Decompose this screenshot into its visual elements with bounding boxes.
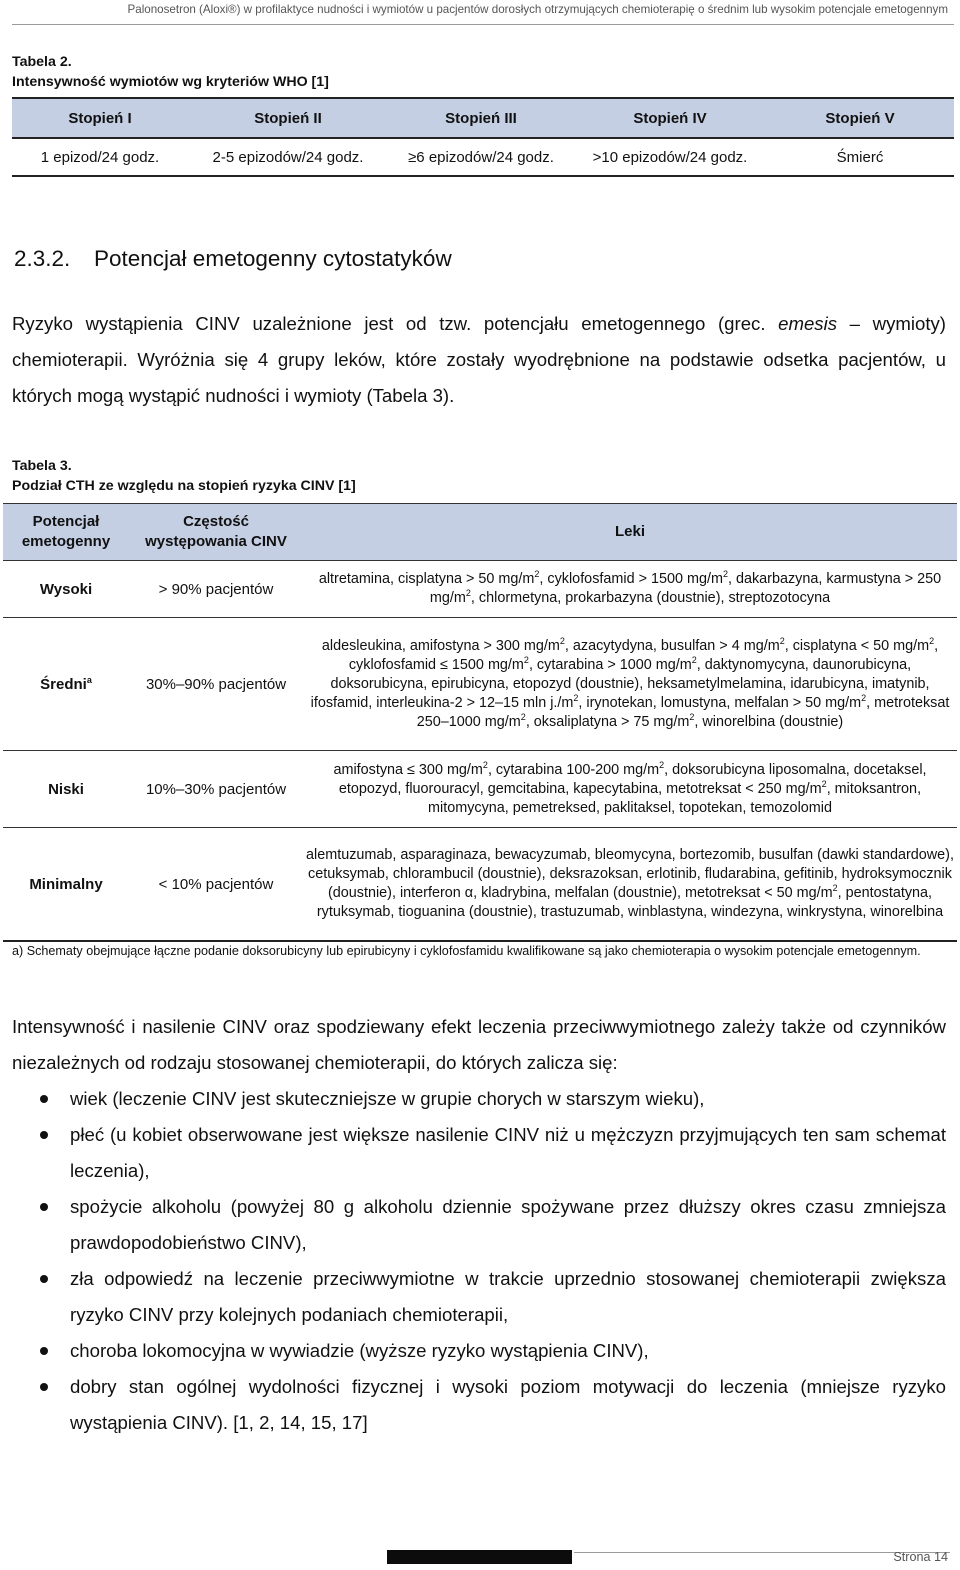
superscript: 2: [929, 635, 935, 646]
superscript: 2: [659, 759, 665, 770]
list-item-text: płeć (u kobiet obserwowane jest większe nasilenie CINV niż u mężczyzn przyjmujących ten sam schemat leczenia),: [70, 1124, 946, 1181]
superscript: 2: [691, 654, 697, 665]
paragraph1-text-b: – wymioty) chemioterapii. Wyróżnia się 4 grupy leków, które zostały wyodrębnione na podstawie odsetka pacjentów, u których mogą wystąpić nudności i wymioty (Tabela 3).: [12, 313, 946, 406]
table2-caption-label: Tabela 2.: [12, 54, 72, 70]
list-item: [12, 1081, 946, 1117]
table3-level-footnote-mark: a: [86, 674, 92, 685]
superscript: 2: [523, 654, 529, 665]
superscript: 2: [722, 569, 728, 579]
table3-row-minimal: [3, 828, 957, 942]
bullet-icon: [40, 1095, 48, 1103]
drug-text: , mitoksantron, mitomycyna, pemetreksed, paklitaksel, topotekan, temozolomid: [428, 780, 922, 816]
table2-header-cell: Stopień III: [445, 109, 517, 127]
superscript: 2: [465, 588, 471, 598]
table3-level: Niski: [48, 780, 84, 798]
running-header: Palonosetron (Aloxi®) w profilaktyce nudności i wymiotów u pacjentów dorosłych otrzymujących chemioterapię o średnim lub wysokim potencjale emetogennym: [127, 3, 948, 16]
drug-text: , azacytydyna, busulfan > 4 mg/m: [564, 637, 780, 654]
table3-caption-label: Tabela 3.: [12, 458, 72, 474]
list-item-text: spożycie alkoholu (powyżej 80 g alkoholu dziennie spożywane przez dłuższy okres czasu zmniejsza prawdopodobieństwo CINV),: [70, 1196, 946, 1253]
paragraph1-emphasis: emesis: [778, 313, 838, 334]
table3: [3, 503, 957, 942]
list-item-text: zła odpowiedź na leczenie przeciwwymiotne w trakcie uprzednio stosowanej chemioterapii zwiększa ryzyko CINV przy kolejnych podaniach chemioterapii,: [70, 1268, 946, 1325]
list-item-text: dobry stan ogólnej wydolności fizycznej i wysoki poziom motywacji do leczenia (mniejsze ryzyko wystąpienia CINV). [1, 2, 14, 15, 17]: [70, 1376, 946, 1433]
table2-cell: ≥6 epizodów/24 godz.: [408, 148, 554, 166]
table2-cell: 2-5 epizodów/24 godz.: [212, 148, 364, 166]
table3-header-potential-l1: Potencjał: [32, 513, 100, 530]
bullet-icon: [40, 1203, 48, 1211]
drug-text: , metroteksat 250–1000 mg/m: [416, 694, 950, 730]
table3-level: [3, 676, 129, 693]
risk-factor-list: [12, 1081, 946, 1441]
drug-text: altretamina, cisplatyna > 50 mg/m: [318, 571, 535, 587]
table2-row: [12, 139, 954, 177]
table3-header-row: [3, 503, 957, 561]
list-item: [12, 1369, 946, 1441]
list-item-text: wiek (leczenie CINV jest skuteczniejsze w grupie chorych w starszym wieku),: [70, 1088, 705, 1109]
drug-text: , doksorubicyna liposomalna, docetaksel, etopozyd, fluorouracyl, gemcitabina, kapecytabina, metotreksat < 250 mg/m: [338, 761, 927, 797]
drug-text: , cytarabina 100-200 mg/m: [487, 761, 660, 778]
drug-text: , winorelbina (doustnie): [694, 713, 844, 730]
table3-frequency: > 90% pacjentów: [158, 580, 274, 598]
bullet-icon: [40, 1131, 48, 1139]
superscript: 2: [520, 711, 526, 722]
drug-text: , chlormetyna, prokarbazyna (doustnie), streptozotocyna: [470, 590, 831, 606]
superscript: 2: [779, 635, 785, 646]
section-heading: [14, 246, 452, 272]
superscript: 2: [689, 711, 695, 722]
drug-text: aldesleukina, amifostyna > 300 mg/m: [321, 637, 560, 654]
paragraph-risk-factors: Intensywność i nasilenie CINV oraz spodziewany efekt leczenia przeciwwymiotnego zależy także od czynników niezależnych od rodzaju stosowanej chemioterapii, do których zalicza się:: [12, 1016, 946, 1073]
list-item: [12, 1189, 946, 1261]
superscript: 2: [832, 883, 838, 893]
list-item: [12, 1261, 946, 1333]
table3-drugs: [303, 570, 957, 608]
drug-text: , cyklofosfamid > 1500 mg/m: [539, 571, 723, 587]
table3-header-frequency-l1: Częstość: [183, 513, 249, 530]
drug-text: , irynotekan, lomustyna, melfalan > 50 mg/m: [578, 694, 862, 711]
table2-caption: [12, 52, 329, 92]
section-number: 2.3.2.: [14, 246, 71, 271]
table3-level: Minimalny: [29, 875, 103, 893]
bullet-icon: [40, 1275, 48, 1283]
superscript: 2: [861, 692, 867, 703]
bullet-icon: [40, 1383, 48, 1391]
bullet-icon: [40, 1347, 48, 1355]
list-item-text: choroba lokomocyjna w wywiadzie (wyższe ryzyko wystąpienia CINV),: [70, 1340, 649, 1361]
table3-drugs: [303, 846, 957, 922]
drug-text: , daktynomycyna, daunorubicyna, doksorubicyna, epirubicyna, etopozyd (doustnie), heksametylmelamina, idarubicyna, imatynib, ifosfamid, interleukina-2 > 12–15 mln j./m: [310, 656, 930, 711]
table2-header-cell: Stopień V: [825, 109, 895, 127]
table2-header-row: [12, 97, 954, 139]
table3-header-potential-l2: emetogenny: [21, 533, 111, 550]
superscript: 2: [559, 635, 565, 646]
table3-caption-title: Podział CTH ze względu na stopień ryzyka CINV [1]: [12, 478, 356, 494]
table2-cell: 1 epizod/24 godz.: [40, 148, 160, 166]
drug-text: amifostyna ≤ 300 mg/m: [333, 761, 483, 778]
superscript: 2: [821, 778, 827, 789]
drug-text: , pentostatyna, rytuksymab, tioguanina (doustnie), trastuzumab, winblastyna, windezyna, winkrystyna, winorelbina: [316, 885, 944, 920]
page-number: Strona 14: [893, 1550, 948, 1564]
table3-frequency: 10%–30% pacjentów: [145, 780, 287, 798]
drug-text: , cytarabina > 1000 mg/m: [528, 656, 692, 673]
table3-header-potential: [3, 512, 129, 552]
drug-text: , cisplatyna < 50 mg/m: [784, 637, 930, 654]
table3-footnote: a) Schematy obejmujące łączne podanie doksorubicyny lub epirubicyny i cyklofosfamidu kwalifikowane są jako chemioterapia o wysokim potencjale emetogennym.: [12, 944, 921, 958]
table3-caption: [12, 456, 356, 496]
table3-row-medium: [3, 618, 957, 751]
paragraph1-text-a: Ryzyko wystąpienia CINV uzależnione jest od tzw. potencjału emetogennego (grec.: [12, 313, 779, 334]
table3-level: Wysoki: [39, 580, 93, 598]
drug-text: , dakarbazyna, karmustyna > 250 mg/m: [429, 571, 942, 606]
table2: [12, 97, 954, 177]
table3-drugs: [303, 761, 957, 818]
table2-header-cell: Stopień IV: [633, 109, 707, 127]
paragraph-emetogenic-intro: [12, 306, 946, 414]
table3-header-frequency: [129, 512, 303, 552]
footer-redaction-bar: [387, 1550, 572, 1564]
drug-text: alemtuzumab, asparaginaza, bewacyzumab, bleomycyna, bortezomib, busulfan (dawki standardowe), cetuksymab, chlorambucil (doustnie), deksrazoksan, erlotinib, fludarabina, gefitinib, hydroksymocznik (doustnie), interferon α, kladrybina, melfalan (doustnie), metotreksat < 50 mg/m: [306, 847, 954, 901]
table2-header-cell: Stopień I: [68, 109, 132, 127]
table3-row-low: [3, 751, 957, 828]
drug-text: , oksaliplatyna > 75 mg/m: [525, 713, 690, 730]
header-divider: [12, 24, 954, 25]
list-item: [12, 1117, 946, 1189]
table2-header-cell: Stopień II: [254, 109, 322, 127]
table3-drugs: [303, 637, 957, 732]
table2-cell: Śmierć: [836, 148, 884, 166]
table2-cell: >10 epizodów/24 godz.: [592, 148, 748, 166]
list-item: [12, 1333, 946, 1369]
table3-header-frequency-l2: występowania CINV: [145, 533, 287, 550]
table2-caption-title: Intensywność wymiotów wg kryteriów WHO [1]: [12, 74, 329, 90]
drug-text: , cyklofosfamid ≤ 1500 mg/m: [348, 637, 939, 673]
table3-row-high: [3, 561, 957, 618]
table3-frequency: < 10% pacjentów: [158, 875, 274, 893]
table3-frequency: 30%–90% pacjentów: [145, 675, 287, 693]
table3-level-text: Średni: [40, 675, 87, 693]
superscript: 2: [573, 692, 579, 703]
superscript: 2: [482, 759, 488, 770]
section-title: Potencjał emetogenny cytostatyków: [94, 246, 452, 271]
superscript: 2: [534, 569, 540, 579]
table3-header-drugs: Leki: [614, 523, 645, 540]
